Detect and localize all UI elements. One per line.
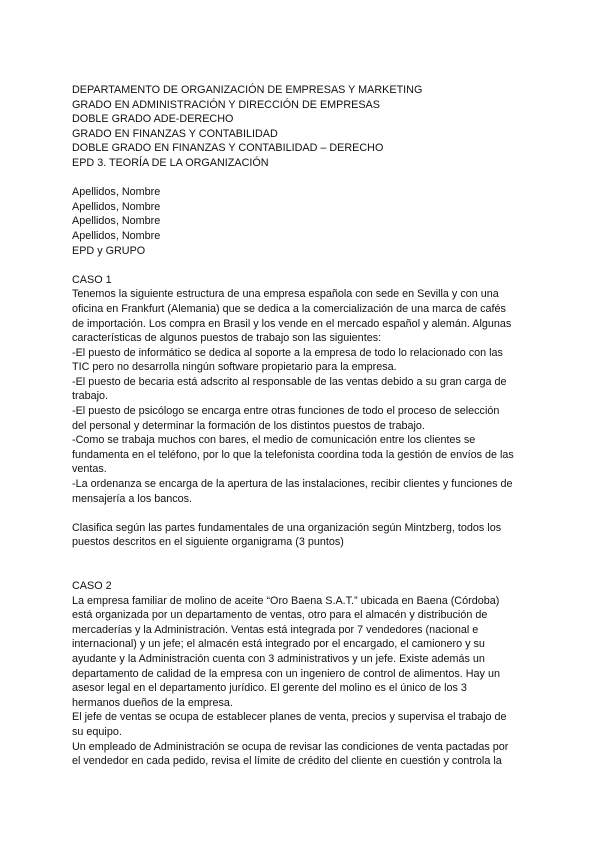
caso-1-text-line: de importación. Los compra en Brasil y los vende en el mercado español y alemán. Algunas — [72, 317, 512, 330]
header-line-degree-finance: GRADO EN FINANZAS Y CONTABILIDAD — [72, 127, 278, 140]
caso-1-text-line: trabajo. — [72, 390, 109, 403]
caso-2-text-line: hermanos dueños de la empresa. — [72, 696, 233, 709]
caso-2-text-line: asesor legal en el departamento jurídico. El gerente del molino es el único de los 3 — [72, 682, 467, 695]
caso-1-text-line: TIC pero no desarrolla ningún software propietario para la empresa. — [72, 361, 397, 374]
document-page — [72, 83, 532, 769]
caso-1-text-line: características de algunos puestos de trabajo son las siguientes: — [72, 332, 382, 345]
caso-2-text-line: La empresa familiar de molino de aceite “Oro Baena S.A.T.” ubicada en Baena (Córdoba) — [72, 594, 500, 607]
caso-1-text-line: -El puesto de psicólogo se encarga entre otras funciones de todo el proceso de selección — [72, 405, 500, 418]
header-line-double-degree-finance-law: DOBLE GRADO EN FINANZAS Y CONTABILIDAD – DERECHO — [72, 142, 384, 155]
caso-1-task-line: Clasifica según las partes fundamentales de una organización según Mintzberg, todos los — [72, 521, 502, 534]
student-name-field: Apellidos, Nombre — [72, 229, 161, 242]
caso-2-text-line: El jefe de ventas se ocupa de establecer planes de venta, precios y supervisa el trabajo de — [72, 711, 507, 724]
header-line-degree-ade: GRADO EN ADMINISTRACIÓN Y DIRECCIÓN DE EMPRESAS — [72, 98, 380, 111]
epd-group-field: EPD y GRUPO — [72, 244, 146, 257]
document-header — [72, 83, 532, 171]
caso-2-text-line: está organizada por un departamento de ventas, otro para el almacén y distribución de — [72, 609, 488, 622]
caso-1-text-line: mensajería a los bancos. — [72, 492, 193, 505]
header-line-epd-title: EPD 3. TEORÍA DE LA ORGANIZACIÓN — [72, 156, 269, 169]
caso-1-text-line: oficina en Frankfurt (Alemania) que se dedica a la comercialización de una marca de cafés — [72, 302, 506, 315]
caso-1-text-line: -El puesto de becaria está adscrito al responsable de las ventas debido a su gran carga de — [72, 375, 507, 388]
caso-1-title: CASO 1 — [72, 273, 112, 286]
header-line-double-degree-ade-law: DOBLE GRADO ADE-DERECHO — [72, 113, 234, 126]
caso-2-title: CASO 2 — [72, 580, 112, 592]
caso-2-section — [72, 579, 532, 769]
caso-2-text-line: departamento de calidad de la empresa con un ingeniero de control de alimentos. Hay un — [72, 667, 500, 680]
caso-2-text-line: internacional) y un jefe; el almacén está integrado por el encargado, el camionero y su — [72, 638, 485, 651]
caso-1-text-line: -Como se trabaja muchos con bares, el medio de comunicación entre los clientes se — [72, 434, 476, 447]
student-name-field: Apellidos, Nombre — [72, 186, 161, 199]
student-name-field: Apellidos, Nombre — [72, 215, 161, 228]
caso-1-text-line: -El puesto de informático se dedica al soporte a la empresa de todo lo relacionado con las — [72, 346, 503, 359]
caso-2-text-line: mercaderías y la Administración. Ventas está integrada por 7 vendedores (nacional e — [72, 623, 479, 636]
caso-2-text-line: ayudante y la Administración cuenta con 3 administrativos y un jefe. Existe además un — [72, 652, 485, 665]
student-name-field: Apellidos, Nombre — [72, 200, 161, 213]
caso-2-text-line: Un empleado de Administración se ocupa de revisar las condiciones de venta pactadas por — [72, 740, 509, 753]
caso-1-text-line: fundamenta en el teléfono, por lo que la telefonista coordina toda la gestión de envíos de las — [72, 448, 514, 461]
caso-1-text-line: ventas. — [72, 463, 107, 476]
caso-1-task-line: puestos descritos en el siguiente organigrama (3 puntos) — [72, 536, 344, 549]
caso-1-text-line: del personal y determinar la formación de los distintos puestos de trabajo. — [72, 419, 425, 432]
caso-1-section — [72, 273, 532, 550]
caso-1-text-line: -La ordenanza se encarga de la apertura de las instalaciones, recibir clientes y funciones de — [72, 478, 513, 491]
caso-1-text-line: Tenemos la siguiente estructura de una empresa española con sede en Sevilla y con una — [72, 288, 499, 301]
caso-2-text-line: su equipo. — [72, 725, 122, 738]
header-line-department: DEPARTAMENTO DE ORGANIZACIÓN DE EMPRESAS Y MARKETING — [72, 84, 423, 96]
student-fields — [72, 185, 532, 258]
caso-2-text-line: el vendedor en cada pedido, revisa el límite de crédito del cliente en cuestión y controla la — [72, 755, 502, 768]
